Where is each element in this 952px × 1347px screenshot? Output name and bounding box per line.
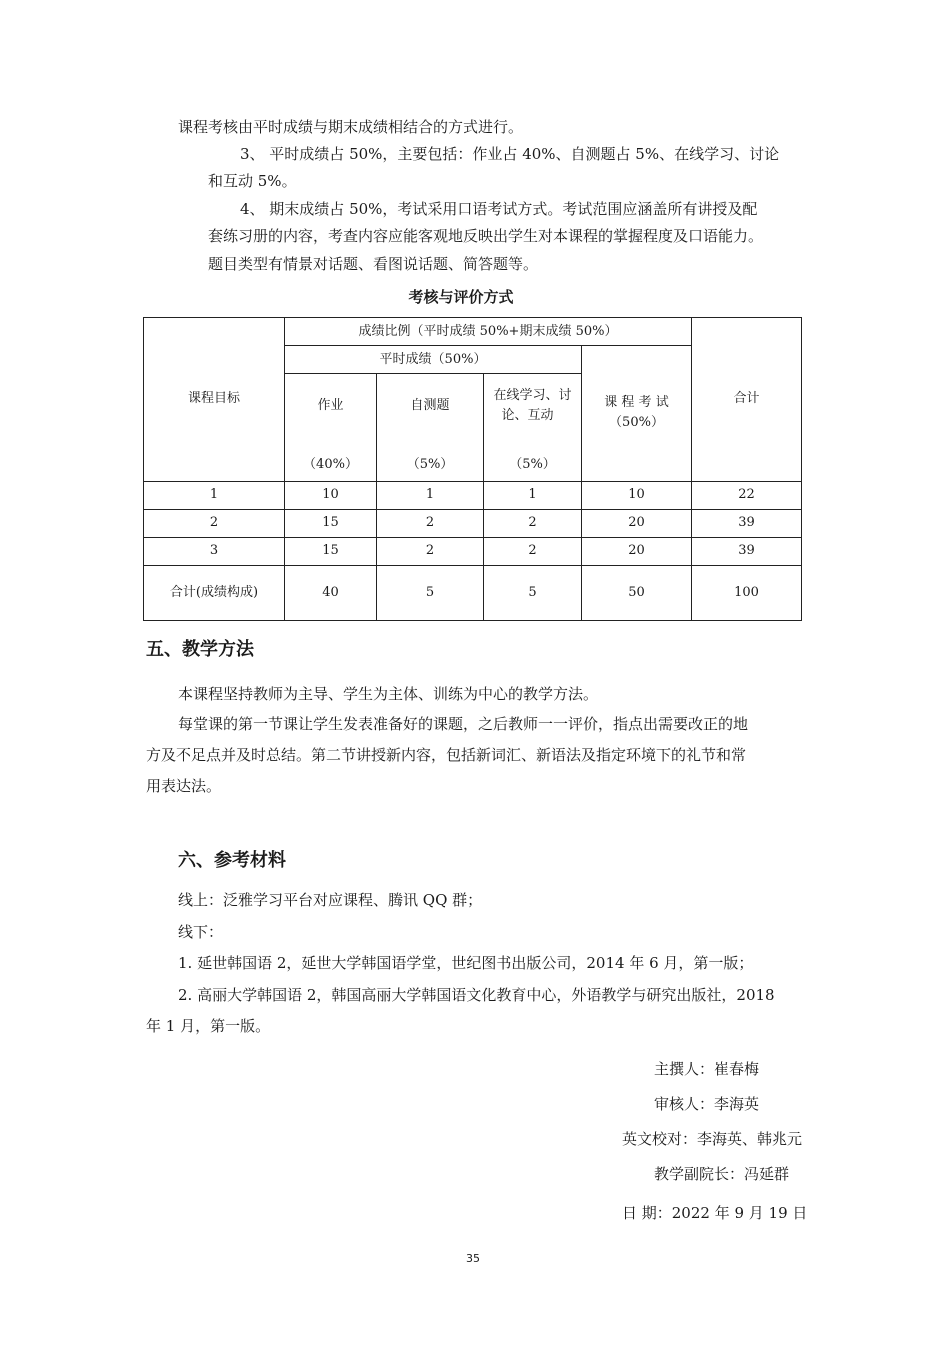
section5-paragraph-1: 本课程坚持教师为主导、学生为主体、训练为中心的教学方法。: [178, 685, 599, 703]
cell-total: 39: [692, 509, 802, 537]
assessment-table: [143, 317, 802, 621]
assessment-item-3-line2: 和互动 5%。: [208, 172, 297, 190]
cell-exam: 20: [582, 537, 692, 565]
table-row-total: [144, 565, 802, 620]
reference-item-2-line1: 2. 高丽大学韩国语 2，韩国高丽大学韩国语文化教育中心，外语教学与研究出版社，2018: [178, 986, 775, 1004]
cell-goal: 3: [144, 537, 285, 565]
signoff-dean: 教学副院长：冯延群: [654, 1165, 790, 1183]
cell-homework: 10: [285, 481, 377, 509]
header-exam-line2: （50%）: [609, 415, 664, 431]
assessment-item-4-line1: 4、 期末成绩占 50%，考试采用口语考试方式。考试范围应涵盖所有讲授及配: [240, 200, 758, 218]
cell-goal: 合计(成绩构成): [144, 565, 285, 620]
header-selftest-label: 自测题: [410, 398, 450, 414]
cell-homework: 15: [285, 509, 377, 537]
cell-homework: 40: [285, 565, 377, 620]
header-regular-grade: 平时成绩（50%）: [285, 346, 582, 374]
header-exam: [582, 346, 692, 481]
cell-total: 39: [692, 537, 802, 565]
cell-goal: 2: [144, 509, 285, 537]
assessment-intro: 课程考核由平时成绩与期末成绩相结合的方式进行。: [178, 118, 524, 136]
cell-selftest: 2: [377, 509, 484, 537]
header-selftest: [377, 374, 484, 481]
assessment-item-4-line3: 题目类型有情景对话题、看图说话题、简答题等。: [208, 255, 539, 273]
header-total: 合计: [692, 318, 802, 482]
section5-paragraph-2-line2: 方及不足点并及时总结。第二节讲授新内容，包括新词汇、新语法及指定环境下的礼节和常: [146, 746, 747, 764]
header-course-goal: 课程目标: [144, 318, 285, 482]
reference-online: 线上：泛雅学习平台对应课程、腾讯 QQ 群；: [178, 891, 483, 909]
cell-selftest: 1: [377, 481, 484, 509]
header-online: [484, 374, 582, 481]
table-row: [144, 509, 802, 537]
table-row: [144, 537, 802, 565]
header-online-line2: 论、互动: [501, 408, 554, 424]
cell-total: 22: [692, 481, 802, 509]
cell-selftest: 2: [377, 537, 484, 565]
cell-selftest: 5: [377, 565, 484, 620]
cell-online: 1: [484, 481, 582, 509]
page-number: 35: [466, 1252, 480, 1265]
header-online-pct: （5%）: [509, 456, 556, 472]
table-row: [144, 481, 802, 509]
header-exam-line1: 课 程 考 试: [604, 395, 669, 411]
header-grade-ratio: 成绩比例（平时成绩 50%+期末成绩 50%）: [285, 318, 692, 346]
cell-homework: 15: [285, 537, 377, 565]
cell-goal: 1: [144, 481, 285, 509]
cell-total: 100: [692, 565, 802, 620]
section6-heading: 六、参考材料: [178, 850, 286, 871]
signoff-reviewer: 审核人：李海英: [654, 1095, 760, 1113]
table-title: 考核与评价方式: [408, 288, 514, 306]
assessment-item-4-line2: 套练习册的内容，考查内容应能客观地反映出学生对本课程的掌握程度及口语能力。: [208, 227, 764, 245]
reference-offline: 线下：: [178, 923, 224, 941]
section5-paragraph-2-line3: 用表达法。: [146, 777, 222, 795]
header-homework-label: 作业: [317, 398, 344, 414]
reference-item-2-line2: 年 1 月，第一版。: [146, 1017, 271, 1035]
header-online-line1: 在线学习、讨: [493, 388, 572, 404]
signoff-author: 主撰人：崔春梅: [654, 1060, 760, 1078]
header-homework-pct: （40%）: [303, 456, 358, 472]
cell-online: 5: [484, 565, 582, 620]
cell-online: 2: [484, 509, 582, 537]
section5-heading: 五、教学方法: [146, 639, 254, 660]
cell-exam: 50: [582, 565, 692, 620]
header-selftest-pct: （5%）: [406, 456, 454, 472]
header-homework: [285, 374, 377, 481]
cell-exam: 10: [582, 481, 692, 509]
cell-exam: 20: [582, 509, 692, 537]
reference-item-1: 1. 延世韩国语 2，延世大学韩国语学堂，世纪图书出版公司，2014 年 6 月，第一版；: [178, 954, 754, 972]
signoff-english-proof: 英文校对：李海英、韩兆元: [622, 1130, 803, 1148]
cell-online: 2: [484, 537, 582, 565]
section5-paragraph-2-line1: 每堂课的第一节课让学生发表准备好的课题，之后教师一一评价，指点出需要改正的地: [178, 715, 749, 733]
assessment-item-3-line1: 3、 平时成绩占 50%，主要包括：作业占 40%、自测题占 5%、在线学习、讨论: [240, 145, 780, 163]
signoff-date: 日 期：2022 年 9 月 19 日: [622, 1204, 808, 1222]
